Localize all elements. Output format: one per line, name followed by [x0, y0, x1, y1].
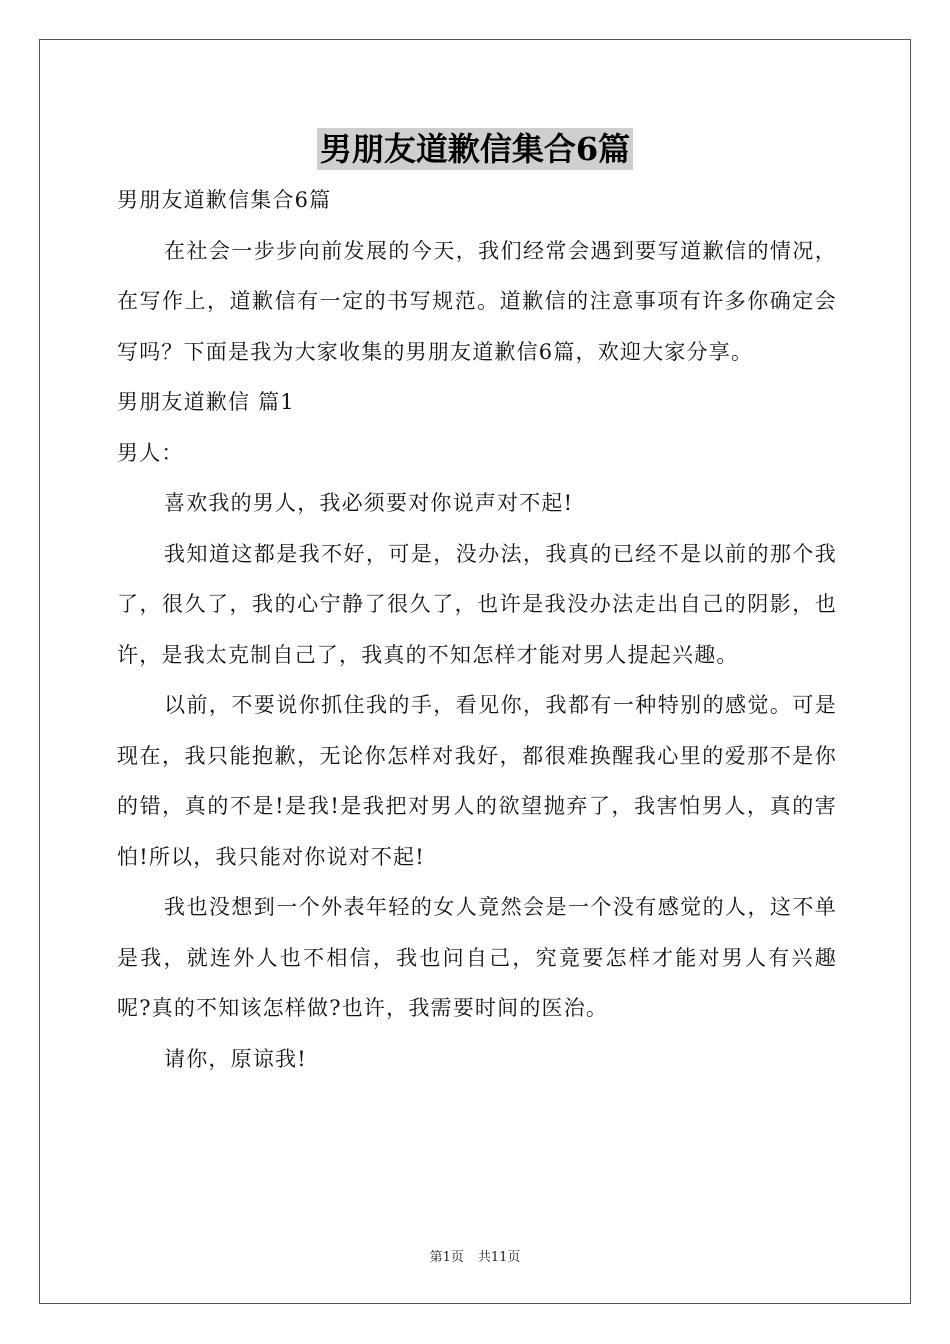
page-number: 第1页 — [429, 1250, 464, 1265]
paragraph-intro: 在社会一步步向前发展的今天，我们经常会遇到要写道歉信的情况，在写作上，道歉信有一定的书写规范。道歉信的注意事项有许多你确定会写吗？下面是我为大家收集的男朋友道歉信6篇，欢迎大家分享。 — [117, 238, 837, 364]
section-heading: 男朋友道歉信 篇1 — [117, 390, 295, 414]
page-total: 共11页 — [477, 1250, 521, 1265]
paragraph: 请你，原谅我! — [164, 1046, 307, 1071]
paragraph: 我也没想到一个外表年轻的女人竟然会是一个没有感觉的人，这不单是我，就连外人也不相信，我也问自己，究竟要怎样才能对男人有兴趣呢?真的不知该怎样做?也许，我需要时间的医治。 — [117, 895, 837, 1020]
paragraph: 我知道这都是我不好，可是，没办法，我真的已经不是以前的那个我了，很久了，我的心宁静了很久了，也许是我没办法走出自己的阴影，也许，是我太克制自己了，我真的不知怎样才能对男人提起兴趣。 — [117, 541, 837, 667]
page-footer — [0, 1246, 950, 1265]
paragraph: 喜欢我的男人，我必须要对你说声对不起! — [164, 491, 574, 515]
salutation: 男人： — [117, 440, 184, 465]
document-body — [117, 175, 837, 1084]
document-title: 男朋友道歉信集合6篇 — [317, 128, 633, 170]
paragraph-subtitle: 男朋友道歉信集合6篇 — [117, 188, 332, 212]
paragraph: 以前，不要说你抓住我的手，看见你，我都有一种特别的感觉。可是现在，我只能抱歉，无论你怎样对我好，都很难换醒我心里的爱那不是你的错，真的不是!是我!是我把对男人的欲望抛弃了，我害怕男人，真的害怕!所以，我只能对你说对不起! — [117, 693, 837, 869]
title-wrap — [0, 128, 950, 170]
